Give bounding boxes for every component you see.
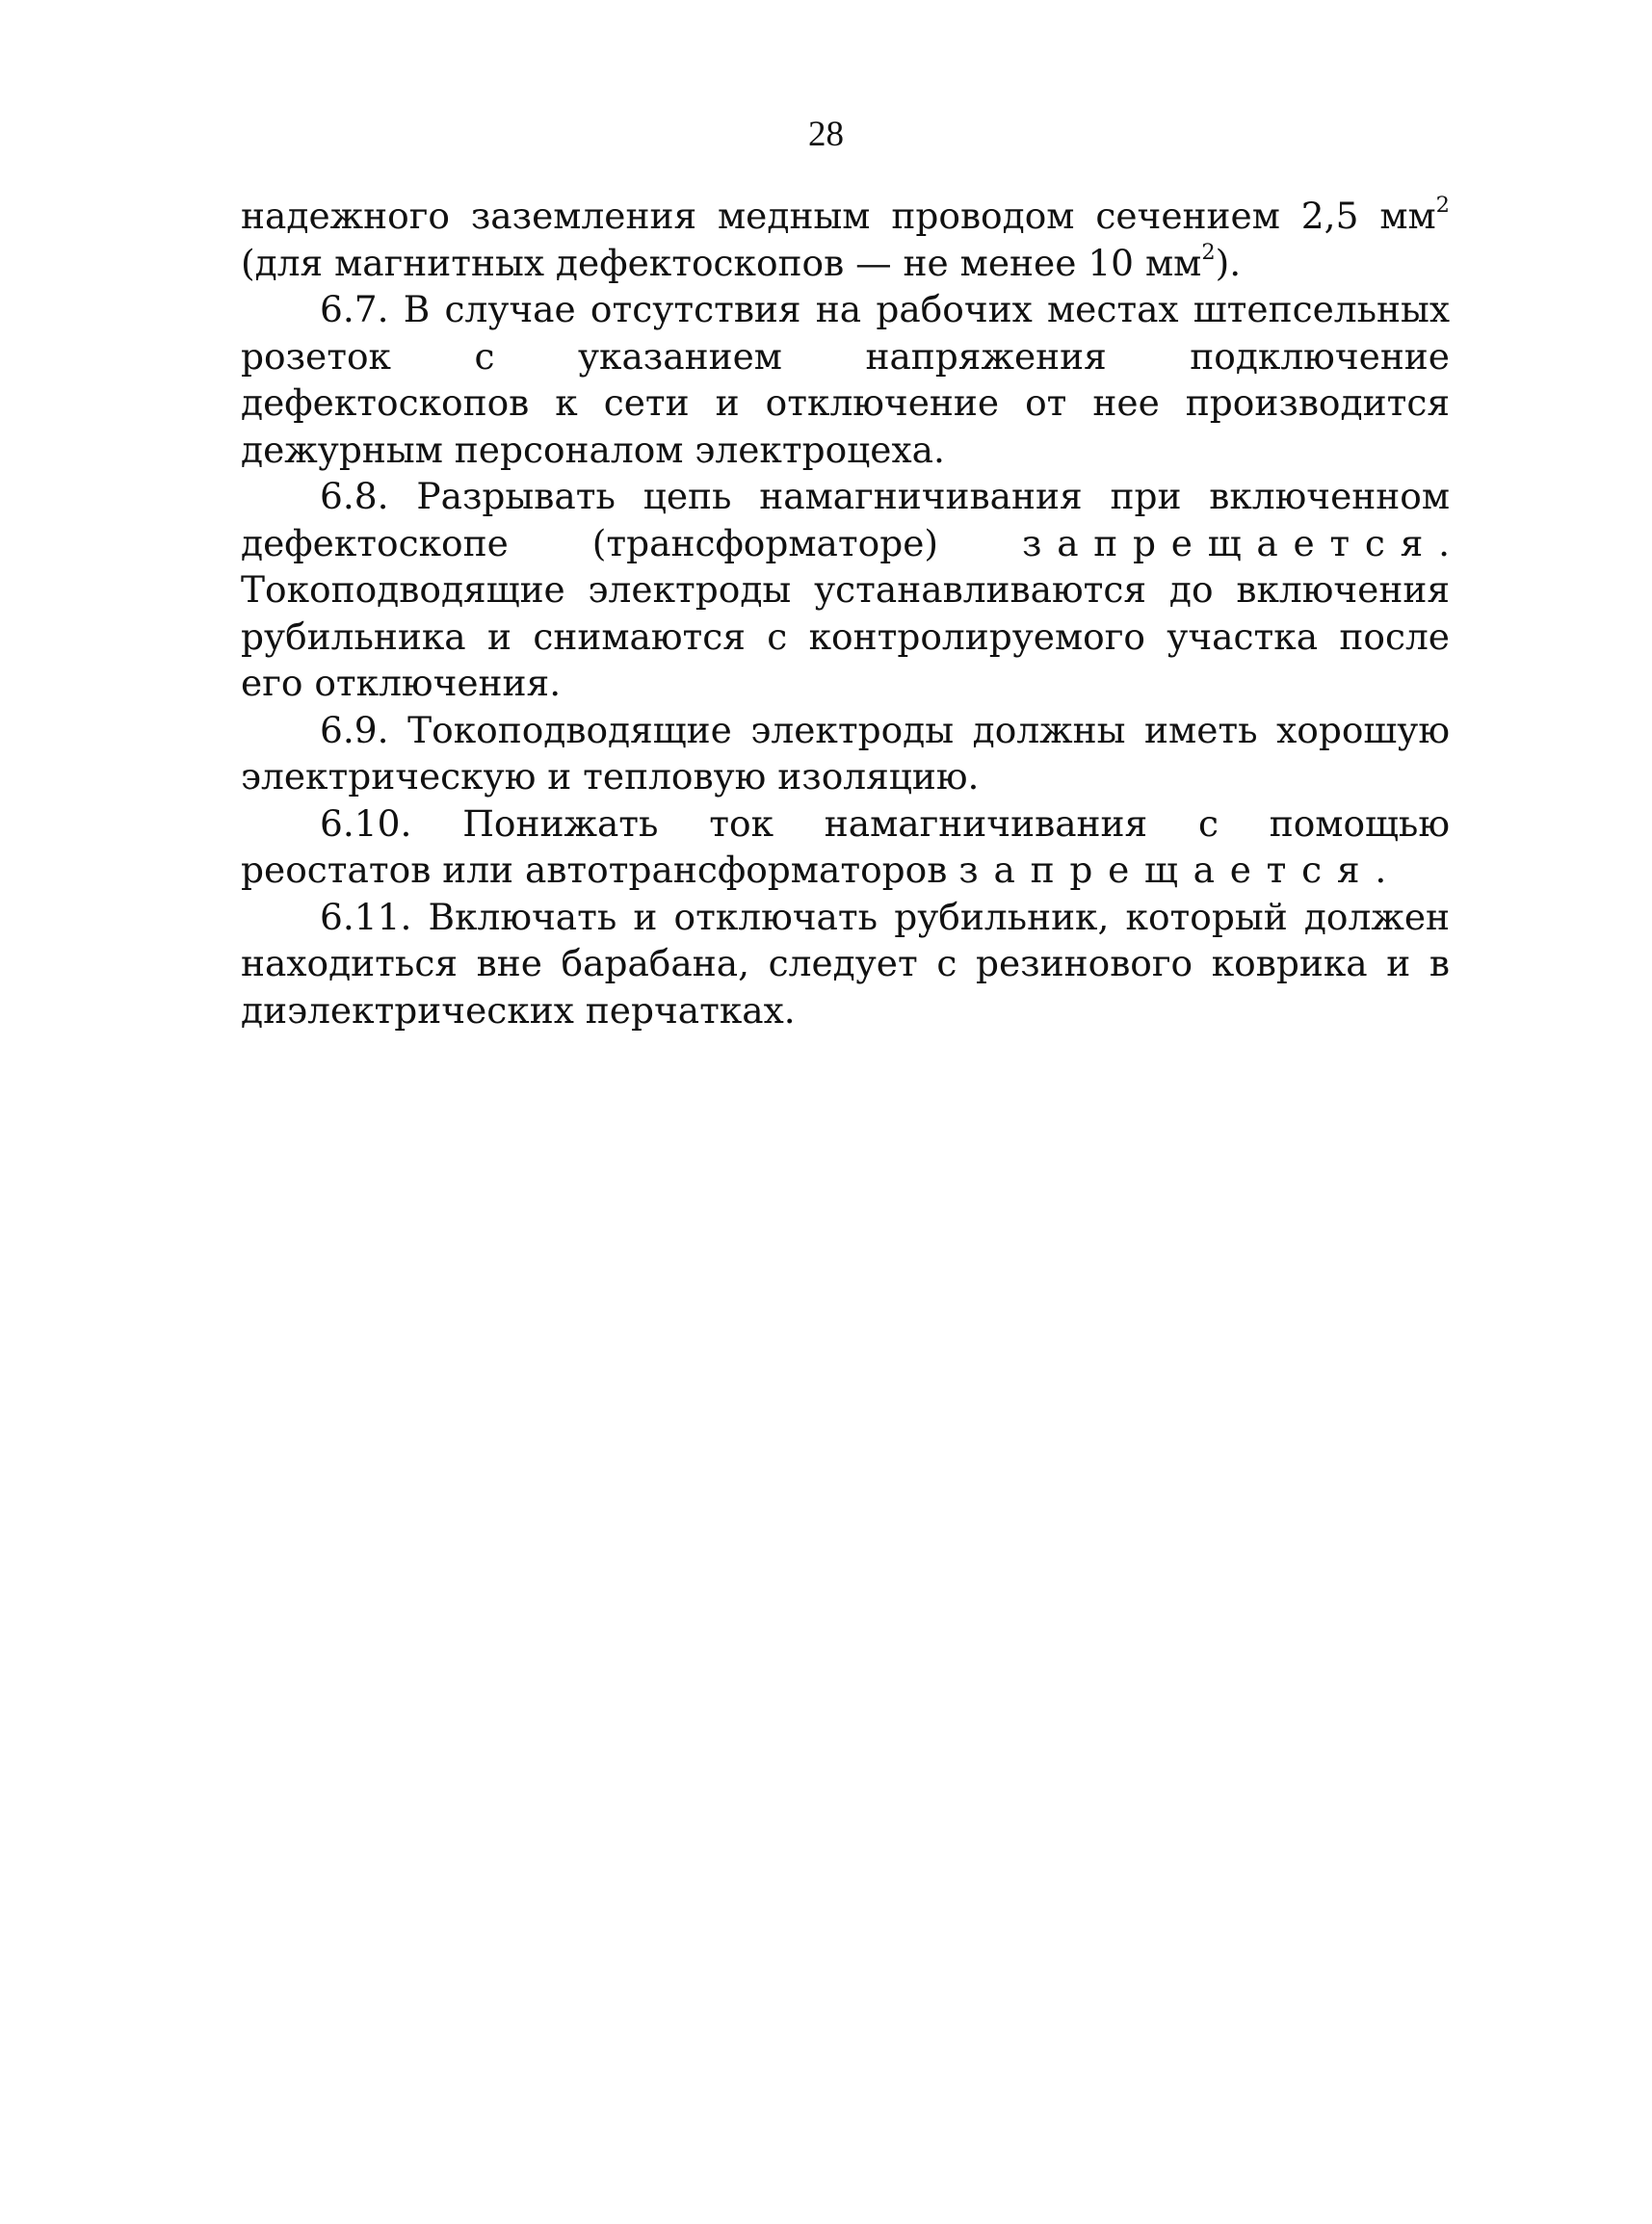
paragraph-text: надежного заземления медным проводом сечением 2,5 мм (241, 195, 1436, 237)
paragraph-6-11 (241, 894, 1450, 1034)
paragraph-6-9 (241, 707, 1450, 800)
paragraph-6-8 (241, 473, 1450, 707)
paragraph-text: . Токоподводящие электроды устанавливаются до включения рубильника и снимаются с контролируемого участка после его отключения. (241, 521, 1450, 704)
paragraph-6-10 (241, 800, 1450, 894)
paragraph-continuation (241, 193, 1450, 286)
emphasis-spaced: запрещается (958, 849, 1376, 891)
paragraph-text: 6.7. В случае отсутствия на рабочих местах штепсельных розеток с указанием напряжения подключение дефектоскопов к сети и отключение от нее производится дежурным персоналом электроцеха. (241, 288, 1450, 471)
paragraph-text: . (1375, 849, 1387, 891)
paragraph-6-7 (241, 286, 1450, 473)
superscript: 2 (1201, 239, 1216, 265)
superscript: 2 (1435, 193, 1450, 219)
paragraph-text: 6.11. Включать и отключать рубильник, который должен находиться вне барабана, следует с резинового коврика и в диэлектрических перчатках. (241, 895, 1450, 1032)
paragraph-text: 6.8. Разрывать цепь намагничивания при включенном дефектоскопе (трансформаторе) (241, 475, 1450, 564)
page-number: 28 (808, 115, 844, 154)
body-text (241, 193, 1450, 1034)
paragraph-text: (для магнитных дефектоскопов — не менее 10 мм (241, 241, 1202, 284)
emphasis-spaced: запрещается (1022, 521, 1439, 564)
paragraph-text: ). (1215, 241, 1242, 284)
paragraph-text: 6.10. Понижать ток намагничивания с помощью реостатов или автотрансформаторов (241, 801, 1450, 891)
paragraph-text: 6.9. Токоподводящие электроды должны иметь хорошую электрическую и тепловую изоляцию. (241, 708, 1450, 798)
